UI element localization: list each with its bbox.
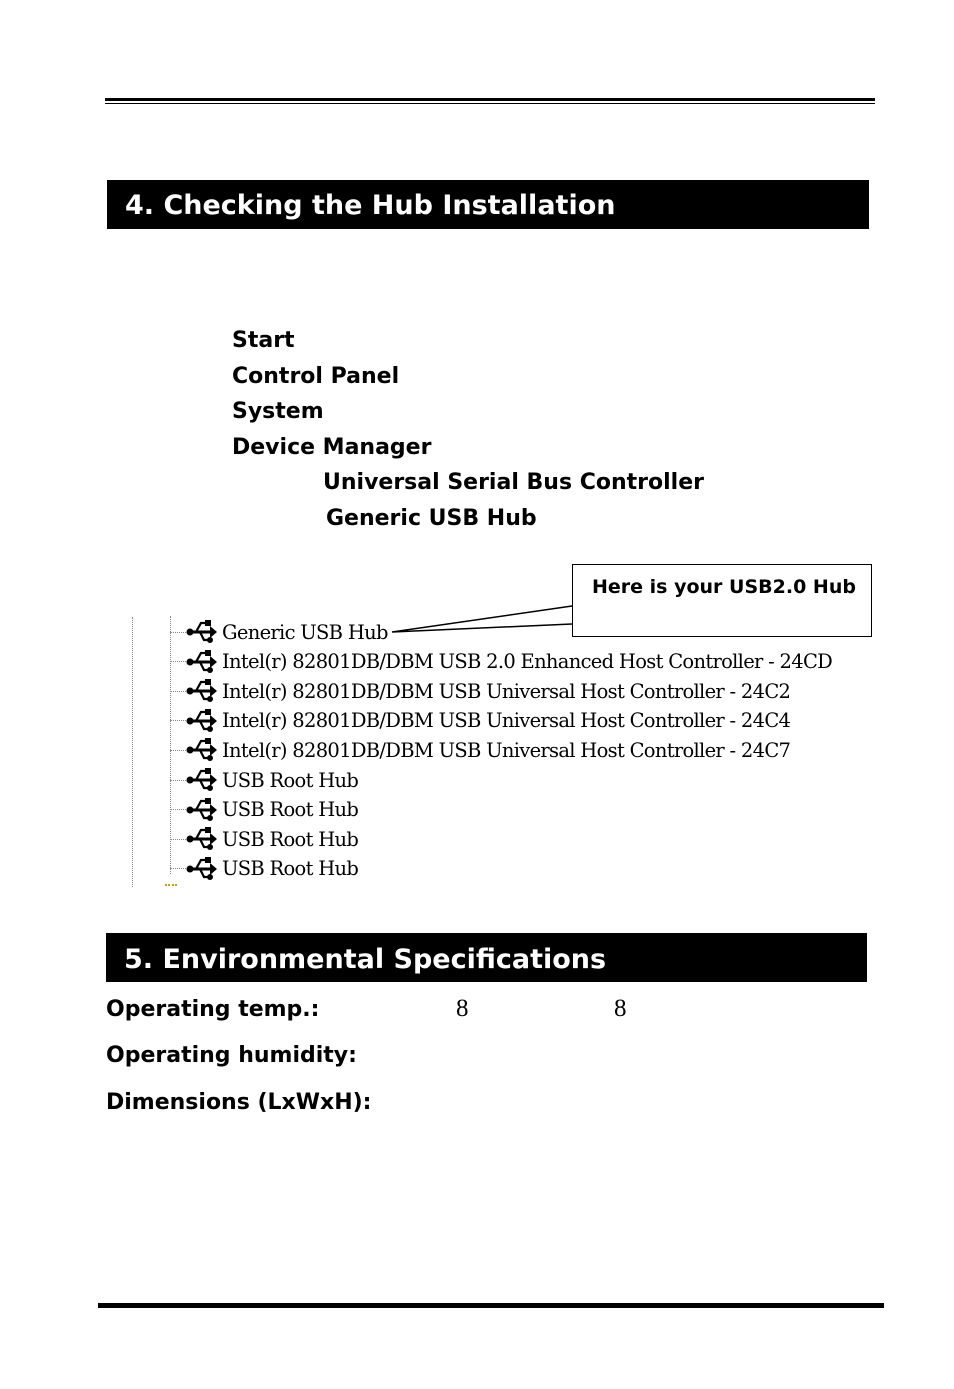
step-control-panel: Control Panel — [232, 364, 400, 389]
section-5-heading: 5. Environmental Specifications — [106, 933, 867, 982]
step-generic-usb-hub: Generic USB Hub — [326, 506, 537, 531]
tree-item-label: Intel(r) 82801DB/DBM USB Universal Host Controller - 24C7 — [222, 738, 791, 762]
tree-item-label: Intel(r) 82801DB/DBM USB 2.0 Enhanced Host Controller - 24CD — [222, 650, 833, 674]
tree-item-label: Intel(r) 82801DB/DBM USB Universal Host Controller - 24C4 — [222, 709, 791, 733]
tree-item-label: USB Root Hub — [222, 827, 359, 851]
footer-rule — [98, 1303, 884, 1308]
tree-item-label: Intel(r) 82801DB/DBM USB Universal Host Controller - 24C2 — [222, 679, 791, 703]
step-device-manager: Device Manager — [232, 435, 432, 460]
step-system: System — [232, 399, 324, 424]
step-usb-controller: Universal Serial Bus Controller — [323, 470, 704, 495]
section-4-heading: 4. Checking the Hub Installation — [107, 180, 869, 229]
spec-dimensions-label: Dimensions (LxWxH): — [106, 1090, 372, 1115]
spec-operating-humidity-label: Operating humidity: — [106, 1043, 357, 1068]
step-start: Start — [232, 328, 295, 353]
spec-operating-temp-label: Operating temp.: — [106, 997, 320, 1022]
tree-item-label: USB Root Hub — [222, 857, 359, 881]
tree-item-label: Generic USB Hub — [222, 620, 388, 644]
callout-box: Here is your USB2.0 Hub — [572, 564, 872, 637]
spec-operating-temp-value-2: 8 — [614, 995, 627, 1022]
spec-operating-temp-value-1: 8 — [456, 995, 469, 1022]
tree-item-label: USB Root Hub — [222, 768, 359, 792]
tree-item-label: USB Root Hub — [222, 798, 359, 822]
